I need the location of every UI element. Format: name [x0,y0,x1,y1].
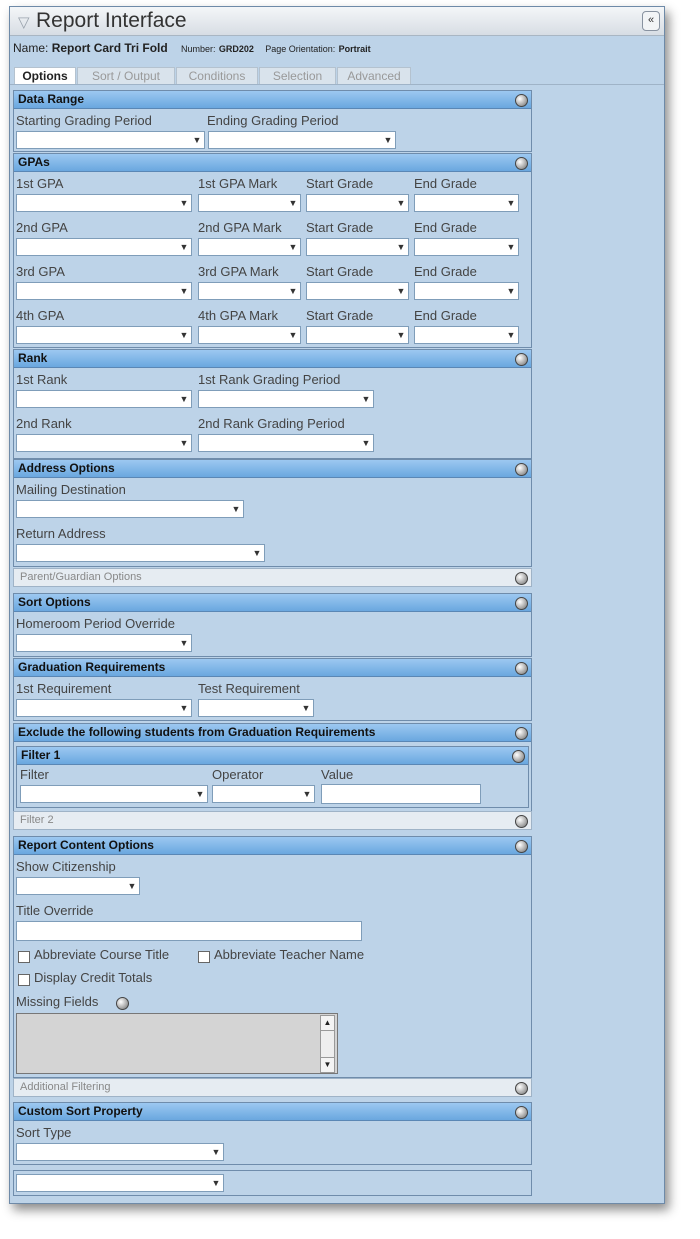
section-header[interactable] [14,91,531,109]
section-header[interactable] [14,350,531,368]
missing-fields-info-icon[interactable] [116,997,129,1010]
chevron-down-icon: ▼ [383,135,393,145]
circle-toggle-icon[interactable] [515,157,528,170]
second-rank-select[interactable] [16,434,192,452]
end-grade-label: End Grade [414,176,477,191]
section-custom-sort-property [13,1102,532,1165]
start-grade-select[interactable] [306,326,409,344]
filter-label: Filter [20,767,49,782]
parent-guardian-options-header[interactable] [13,568,532,587]
section-header[interactable] [17,747,528,765]
gpa-mark-select[interactable] [198,282,301,300]
end-grade-select[interactable] [414,194,519,212]
circle-toggle-icon[interactable] [512,750,525,763]
chevron-down-icon: ▼ [211,1178,221,1188]
ending-grading-period-select[interactable] [208,131,396,149]
chevron-down-icon: ▼ [396,242,406,252]
scroll-down-icon[interactable]: ▼ [321,1057,334,1072]
chevron-down-icon: ▼ [396,198,406,208]
chevron-down-icon: ▼ [231,504,241,514]
chevron-down-icon: ▼ [302,789,312,799]
section-graduation-requirements [13,658,532,721]
section-exclude-students [13,723,532,813]
test-requirement-select[interactable] [198,699,314,717]
section-header[interactable] [14,837,531,855]
chevron-down-icon: ▼ [211,1147,221,1157]
chevron-down-icon: ▼ [506,242,516,252]
second-rank-period-select[interactable] [198,434,374,452]
first-rank-period-label: 1st Rank Grading Period [198,372,341,387]
first-rank-select[interactable] [16,390,192,408]
section-header[interactable] [14,154,531,172]
mailing-destination-label: Mailing Destination [16,482,126,497]
section-header[interactable] [14,724,531,742]
missing-fields-textarea[interactable] [16,1013,338,1074]
start-grade-select[interactable] [306,194,409,212]
chevron-down-icon: ▼ [179,330,189,340]
chevron-down-icon: ▼ [301,703,311,713]
filter-2-header[interactable] [13,811,532,830]
section-sort-options [13,593,532,657]
starting-grading-period-select[interactable] [16,131,205,149]
tab-sort-output[interactable]: Sort / Output [77,67,175,85]
gpa-select[interactable] [16,238,192,256]
number-label: Number: [181,44,216,54]
section-title: Report Content Options [18,838,154,852]
ending-grading-period-label: Ending Grading Period [207,113,339,128]
operator-label: Operator [212,767,264,782]
tab-divider [10,84,664,85]
chevron-down-icon: ▼ [288,242,298,252]
circle-toggle-icon[interactable] [515,840,528,853]
end-grade-select[interactable] [414,282,519,300]
chevron-down-icon: ▼ [506,198,516,208]
section-header[interactable] [14,460,531,478]
abbreviate-course-title-checkbox[interactable] [18,951,30,963]
report-name: Report Card Tri Fold [51,41,168,55]
report-info-bar [13,41,379,55]
start-grade-label: Start Grade [306,176,374,191]
chevron-down-icon: ▼ [396,286,406,296]
second-rank-period-label: 2nd Rank Grading Period [198,416,345,431]
chevron-down-icon: ▼ [288,286,298,296]
tab-conditions[interactable]: Conditions [176,67,258,85]
first-requirement-label: 1st Requirement [16,681,112,696]
section-title: Sort Options [18,595,91,609]
section-rank [13,349,532,459]
section-report-content-options [13,836,532,1078]
section-title: Address Options [18,461,115,475]
homeroom-period-override-label: Homeroom Period Override [16,616,175,631]
second-rank-label: 2nd Rank [16,416,72,431]
end-grade-label: End Grade [414,308,477,323]
section-filter-1 [16,746,529,808]
chevron-down-icon: ▼ [506,286,516,296]
section-sort-value [13,1170,532,1196]
section-title: Filter 1 [21,748,61,762]
section-header[interactable] [14,594,531,612]
first-requirement-select[interactable] [16,699,192,717]
circle-toggle-icon[interactable] [515,463,528,476]
starting-grading-period-label: Starting Grading Period [16,113,152,128]
name-label: Name: [13,41,49,55]
chevron-down-icon: ▼ [288,198,298,208]
chevron-down-icon: ▼ [179,438,189,448]
show-citizenship-label: Show Citizenship [16,859,116,874]
circle-toggle-icon[interactable] [515,597,528,610]
value-label: Value [321,767,354,782]
title-triangle-icon: ▽ [18,14,30,31]
report-number: GRD202 [218,44,254,54]
mailing-destination-select[interactable] [16,500,244,518]
title-bar [10,7,664,36]
gpa-select[interactable] [16,282,192,300]
section-title: Filter 2 [20,814,54,826]
start-grade-select[interactable] [306,282,409,300]
start-grade-select[interactable] [306,238,409,256]
circle-toggle-icon[interactable] [515,572,528,585]
gpa-mark-label: 4th GPA Mark [198,308,278,323]
section-title: Data Range [18,92,85,106]
chevron-down-icon: ▼ [361,394,371,404]
circle-toggle-icon[interactable] [515,815,528,828]
circle-toggle-icon[interactable] [515,662,528,675]
first-rank-label: 1st Rank [16,372,68,387]
section-title: Additional Filtering [20,1081,111,1093]
section-header[interactable] [14,1103,531,1121]
chevron-down-icon: ▼ [288,330,298,340]
chevron-down-icon: ▼ [179,286,189,296]
gpa-mark-label: 1st GPA Mark [198,176,278,191]
scroll-up-icon[interactable]: ▲ [321,1016,334,1031]
start-grade-label: Start Grade [306,220,374,235]
sort-value-select[interactable] [16,1174,224,1192]
chevron-down-icon: ▼ [195,789,205,799]
operator-select[interactable] [212,785,315,803]
sort-type-select[interactable] [16,1143,224,1161]
return-address-select[interactable] [16,544,265,562]
circle-toggle-icon[interactable] [515,727,528,740]
section-data-range [13,90,532,152]
abbreviate-course-title-label: Abbreviate Course Title [34,947,170,962]
additional-filtering-header[interactable] [13,1078,532,1097]
chevron-down-icon: ▼ [396,330,406,340]
section-title: Exclude the following students from Graduation Requirements [18,725,376,739]
end-grade-select[interactable] [414,326,519,344]
chevron-down-icon: ▼ [361,438,371,448]
filter-select[interactable] [20,785,208,803]
section-title: Rank [18,351,48,365]
abbreviate-teacher-name-label: Abbreviate Teacher Name [214,947,365,962]
tab-advanced[interactable]: Advanced [337,67,411,85]
circle-toggle-icon[interactable] [515,353,528,366]
section-title: Custom Sort Property [18,1104,143,1118]
display-credit-totals-label: Display Credit Totals [34,970,153,985]
value-input[interactable] [321,784,481,804]
start-grade-label: Start Grade [306,264,374,279]
chevron-down-icon: ▼ [127,881,137,891]
abbreviate-teacher-name-checkbox[interactable] [198,951,210,963]
title-override-input[interactable] [16,921,362,941]
gpa-mark-select[interactable] [198,194,301,212]
section-title: GPAs [18,155,50,169]
report-interface-window [9,6,665,1204]
gpa-label: 2nd GPA [16,220,68,235]
gpa-mark-select[interactable] [198,238,301,256]
end-grade-label: End Grade [414,220,477,235]
gpa-select[interactable] [16,194,192,212]
display-credit-totals-checkbox[interactable] [18,974,30,986]
gpa-mark-label: 3rd GPA Mark [198,264,279,279]
chevron-down-icon: ▼ [506,330,516,340]
section-title: Parent/Guardian Options [20,571,142,583]
chevron-down-icon: ▼ [179,703,189,713]
gpa-label: 3rd GPA [16,264,65,279]
section-gpas [13,153,532,348]
end-grade-label: End Grade [414,264,477,279]
sort-type-label: Sort Type [16,1125,72,1140]
section-address-options [13,459,532,567]
window-title: Report Interface [36,9,187,32]
section-title: Graduation Requirements [18,660,166,674]
circle-toggle-icon[interactable] [515,1106,528,1119]
section-header[interactable] [14,659,531,677]
orientation-label: Page Orientation: [265,44,336,54]
gpa-select[interactable] [16,326,192,344]
chevron-down-icon: ▼ [179,638,189,648]
end-grade-select[interactable] [414,238,519,256]
return-address-label: Return Address [16,526,106,541]
chevron-down-icon: ▼ [179,198,189,208]
chevron-down-icon: ▼ [192,135,202,145]
first-rank-period-select[interactable] [198,390,374,408]
missing-fields-label: Missing Fields [16,994,99,1009]
tab-selection[interactable]: Selection [259,67,336,85]
orientation-value: Portrait [338,44,371,54]
gpa-label: 4th GPA [16,308,65,323]
gpa-mark-label: 2nd GPA Mark [198,220,282,235]
test-requirement-label: Test Requirement [198,681,300,696]
chevron-down-icon: ▼ [252,548,262,558]
collapse-panel-button[interactable]: « [642,11,660,31]
show-citizenship-select[interactable] [16,877,140,895]
gpa-label: 1st GPA [16,176,64,191]
gpa-mark-select[interactable] [198,326,301,344]
textarea-scrollbar[interactable] [320,1015,335,1073]
homeroom-period-override-select[interactable] [16,634,192,652]
chevron-down-icon: ▼ [179,242,189,252]
chevron-down-icon: ▼ [179,394,189,404]
title-override-label: Title Override [16,903,94,918]
circle-toggle-icon[interactable] [515,94,528,107]
circle-toggle-icon[interactable] [515,1082,528,1095]
tab-options[interactable]: Options [14,67,76,85]
start-grade-label: Start Grade [306,308,374,323]
